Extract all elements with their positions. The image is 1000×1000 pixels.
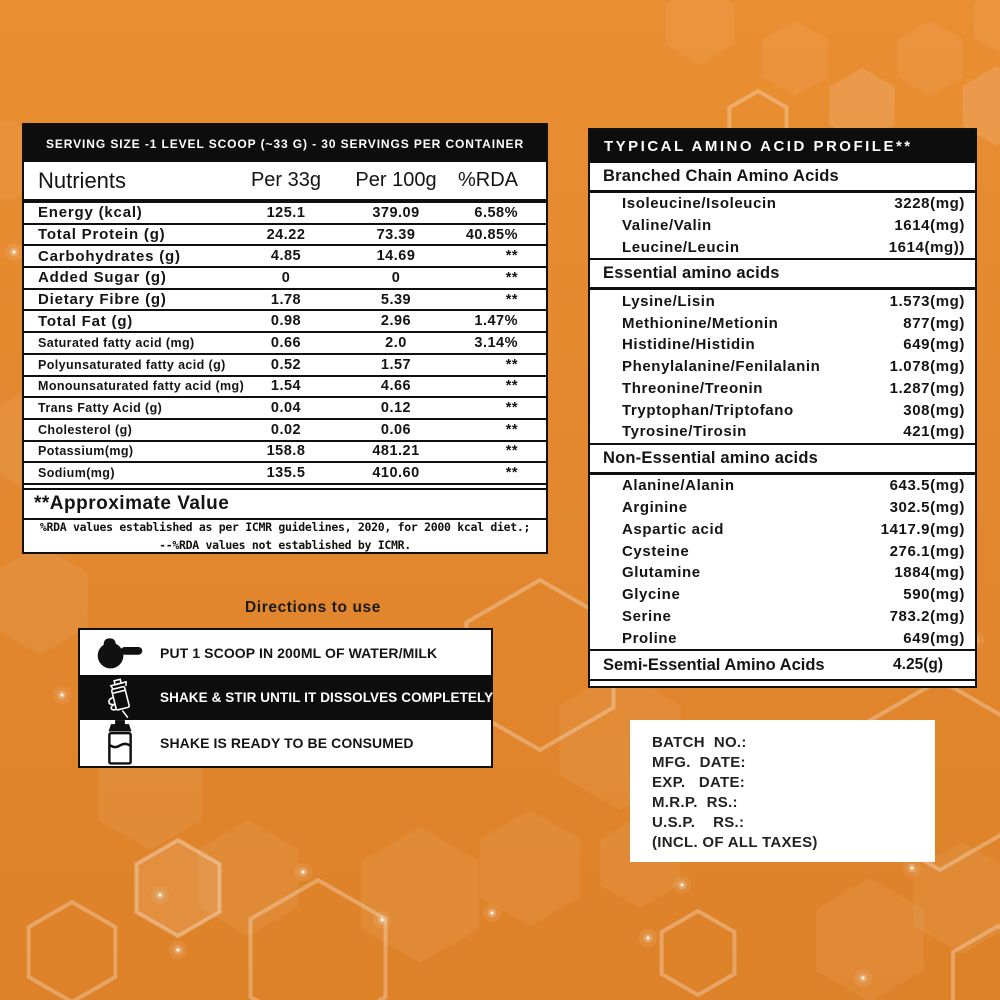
amino-item — [590, 606, 975, 628]
batch-line: MFG. DATE: — [652, 754, 746, 771]
per-33g-value: 0.04 — [270, 400, 302, 417]
amino-name: Isoleucine/Isoleucin — [622, 195, 777, 213]
per-100g-value: 0.06 — [380, 421, 412, 438]
amino-value: 590(mg) — [903, 586, 965, 604]
amino-name: Aspartic acid — [622, 520, 725, 538]
nutrient-name: Saturated fatty acid (mg) — [38, 335, 195, 350]
amino-value: 1417.9(mg) — [880, 520, 965, 538]
nutrition-row — [24, 290, 546, 312]
per-33g-value: 0 — [281, 269, 291, 286]
amino-name: Histidine/Histidin — [622, 336, 756, 354]
rda-value: ** — [505, 356, 518, 373]
nutrient-name: Monounsaturated fatty acid (mg) — [38, 379, 245, 394]
amino-value: 1.287(mg) — [889, 379, 965, 397]
column-header-nutrients: Nutrients — [38, 167, 127, 193]
amino-name: Tryptophan/Triptofano — [622, 401, 794, 419]
per-100g-value: 14.69 — [376, 248, 416, 265]
batch-line: M.R.P. RS.: — [652, 794, 738, 811]
rda-value: ** — [505, 269, 518, 286]
nutrient-name: Carbohydrates (g) — [38, 247, 181, 265]
amino-name: Cysteine — [622, 542, 690, 560]
nutrition-row — [24, 333, 546, 355]
rda-value: ** — [505, 421, 518, 438]
amino-name: Leucine/Leucin — [622, 238, 740, 256]
amino-section-heading: Essential amino acids — [590, 258, 975, 290]
nutrition-row — [24, 246, 546, 268]
nutrient-name: Potassium(mg) — [38, 444, 134, 459]
amino-name: Alanine/Alanin — [622, 477, 735, 495]
column-header-per100g: Per 100g — [355, 169, 437, 191]
amino-value: 1.573(mg) — [889, 292, 965, 310]
amino-value: 643.5(mg) — [889, 477, 965, 495]
amino-value: 421(mg) — [903, 423, 965, 441]
per-33g-value: 1.78 — [270, 291, 302, 308]
nutrition-facts-panel — [22, 123, 548, 554]
direction-text: SHAKE & STIR UNTIL IT DISSOLVES COMPLETELY — [160, 690, 494, 705]
amino-value: 649(mg) — [903, 629, 965, 647]
nutrient-name: Total Protein (g) — [38, 226, 166, 244]
nutrition-row — [24, 442, 546, 464]
nutrition-row — [24, 225, 546, 247]
per-100g-value: 481.21 — [372, 443, 420, 460]
nutrition-row — [24, 463, 546, 485]
amino-value: 1614(mg) — [894, 217, 965, 235]
amino-item — [590, 562, 975, 584]
amino-item — [590, 584, 975, 606]
amino-item — [590, 421, 975, 443]
amino-value: 649(mg) — [903, 336, 965, 354]
amino-item — [590, 334, 975, 356]
amino-name: Valine/Valin — [622, 217, 712, 235]
scoop-icon — [80, 635, 160, 671]
amino-item — [590, 518, 975, 540]
shaker-bottle-icon — [80, 720, 160, 766]
nutrition-column-headers — [24, 162, 546, 203]
rda-value: ** — [505, 443, 518, 460]
amino-item — [590, 377, 975, 399]
nutrient-name: Cholesterol (g) — [38, 422, 133, 437]
nutrition-row — [24, 268, 546, 290]
nutrition-row — [24, 420, 546, 442]
per-100g-value: 5.39 — [380, 291, 412, 308]
batch-line: (INCL. OF ALL TAXES) — [652, 834, 818, 851]
per-33g-value: 135.5 — [266, 465, 306, 482]
semi-essential-row — [590, 649, 975, 679]
amino-item — [590, 237, 975, 259]
amino-value: 1884(mg) — [894, 564, 965, 582]
rda-value: 3.14% — [474, 334, 518, 351]
amino-name: Lysine/Lisin — [622, 292, 716, 310]
amino-name: Serine — [622, 607, 672, 625]
amino-value: 308(mg) — [903, 401, 965, 419]
amino-section-heading: Branched Chain Amino Acids — [590, 163, 975, 193]
amino-item — [590, 399, 975, 421]
per-33g-value: 125.1 — [266, 204, 306, 221]
nutrition-row — [24, 311, 546, 333]
per-100g-value: 2.0 — [385, 334, 407, 351]
amino-item — [590, 356, 975, 378]
per-33g-value: 0.02 — [270, 421, 302, 438]
direction-step — [80, 675, 494, 720]
per-100g-value: 379.09 — [372, 204, 420, 221]
nutrient-name: Energy (kcal) — [38, 204, 143, 222]
rda-value: 40.85% — [465, 226, 518, 243]
amino-value: 3228(mg) — [894, 195, 965, 213]
rda-value: ** — [505, 248, 518, 265]
amino-value: 783.2(mg) — [889, 607, 965, 625]
per-100g-value: 0.12 — [380, 400, 412, 417]
amino-name: Phenylalanine/Fenilalanin — [622, 358, 821, 376]
per-100g-value: 73.39 — [376, 226, 416, 243]
per-33g-value: 0.66 — [270, 334, 302, 351]
nutrient-name: Dietary Fibre (g) — [38, 291, 167, 309]
amino-value: 276.1(mg) — [889, 542, 965, 560]
nutrient-name: Polyunsaturated fatty acid (g) — [38, 357, 226, 372]
nutrition-row — [24, 355, 546, 377]
rda-footnote-line2: --%RDA values not established by ICMR. — [159, 537, 411, 552]
amino-acid-panel — [588, 128, 977, 688]
direction-step — [80, 630, 491, 675]
rda-footnote-line1: %RDA values established as per ICMR guidelines, 2020, for 2000 kcal diet.; — [39, 519, 531, 534]
directions-title: Directions to use — [245, 599, 381, 616]
per-33g-value: 1.54 — [270, 378, 302, 395]
rda-value: ** — [505, 378, 518, 395]
amino-name: Methionine/Metionin — [622, 314, 779, 332]
amino-name: Arginine — [622, 498, 688, 516]
per-33g-value: 24.22 — [266, 226, 306, 243]
nutrient-name: Sodium(mg) — [38, 466, 115, 481]
batch-line: BATCH NO.: — [652, 734, 747, 751]
rda-value: ** — [505, 465, 518, 482]
batch-line: U.S.P. RS.: — [652, 814, 745, 831]
amino-item — [590, 497, 975, 519]
per-33g-value: 4.85 — [270, 248, 302, 265]
amino-item — [590, 312, 975, 334]
rda-value: ** — [505, 400, 518, 417]
semi-essential-value: 4.25(g) — [893, 656, 943, 674]
amino-value: 1614(mg)) — [888, 238, 965, 256]
column-header-per33g: Per 33g — [250, 169, 322, 191]
rda-value: 6.58% — [474, 204, 518, 221]
shaker-hand-icon — [80, 676, 160, 720]
rda-footnote — [24, 520, 546, 552]
column-header-rda: %RDA — [457, 169, 518, 191]
amino-value: 302.5(mg) — [889, 498, 965, 516]
direction-text: SHAKE IS READY TO BE CONSUMED — [160, 735, 414, 751]
directions-box — [78, 628, 493, 768]
nutrition-row — [24, 377, 546, 399]
amino-value: 1.078(mg) — [889, 358, 965, 376]
rda-value: ** — [505, 291, 518, 308]
amino-item — [590, 290, 975, 312]
per-33g-value: 158.8 — [266, 443, 306, 460]
nutrition-row — [24, 203, 546, 225]
nutrient-name: Total Fat (g) — [38, 312, 134, 330]
amino-profile-title: TYPICAL AMINO ACID PROFILE** — [590, 130, 975, 163]
per-100g-value: 410.60 — [372, 465, 420, 482]
rda-value: 1.47% — [474, 313, 518, 330]
per-100g-value: 0 — [391, 269, 401, 286]
serving-size-header: SERVING SIZE -1 LEVEL SCOOP (~33 G) - 30 SERVINGS PER CONTAINER — [24, 125, 546, 162]
approximate-value-note: **Approximate Value — [24, 488, 546, 520]
amino-item — [590, 475, 975, 497]
amino-name: Tyrosine/Tirosin — [622, 423, 747, 441]
direction-step — [80, 720, 491, 766]
amino-value: 877(mg) — [903, 314, 965, 332]
nutrition-row — [24, 398, 546, 420]
semi-essential-label: Semi-Essential Amino Acids — [603, 655, 825, 674]
nutrient-name: Added Sugar (g) — [38, 269, 167, 287]
amino-section-heading: Non-Essential amino acids — [590, 443, 975, 475]
amino-item — [590, 193, 975, 215]
per-33g-value: 0.52 — [270, 356, 302, 373]
batch-line: EXP. DATE: — [652, 774, 746, 791]
per-100g-value: 2.96 — [380, 313, 412, 330]
per-33g-value: 0.98 — [270, 313, 302, 330]
amino-item — [590, 540, 975, 562]
panel-footer-strip — [590, 679, 975, 686]
direction-text: PUT 1 SCOOP IN 200ML OF WATER/MILK — [160, 644, 438, 661]
amino-item — [590, 215, 975, 237]
amino-name: Threonine/Treonin — [622, 379, 764, 397]
amino-name: Proline — [622, 629, 678, 647]
amino-item — [590, 627, 975, 649]
amino-name: Glutamine — [622, 564, 701, 582]
per-100g-value: 1.57 — [380, 356, 412, 373]
per-100g-value: 4.66 — [380, 378, 412, 395]
amino-name: Glycine — [622, 586, 681, 604]
batch-info-box — [630, 720, 935, 862]
nutrient-name: Trans Fatty Acid (g) — [38, 401, 163, 416]
